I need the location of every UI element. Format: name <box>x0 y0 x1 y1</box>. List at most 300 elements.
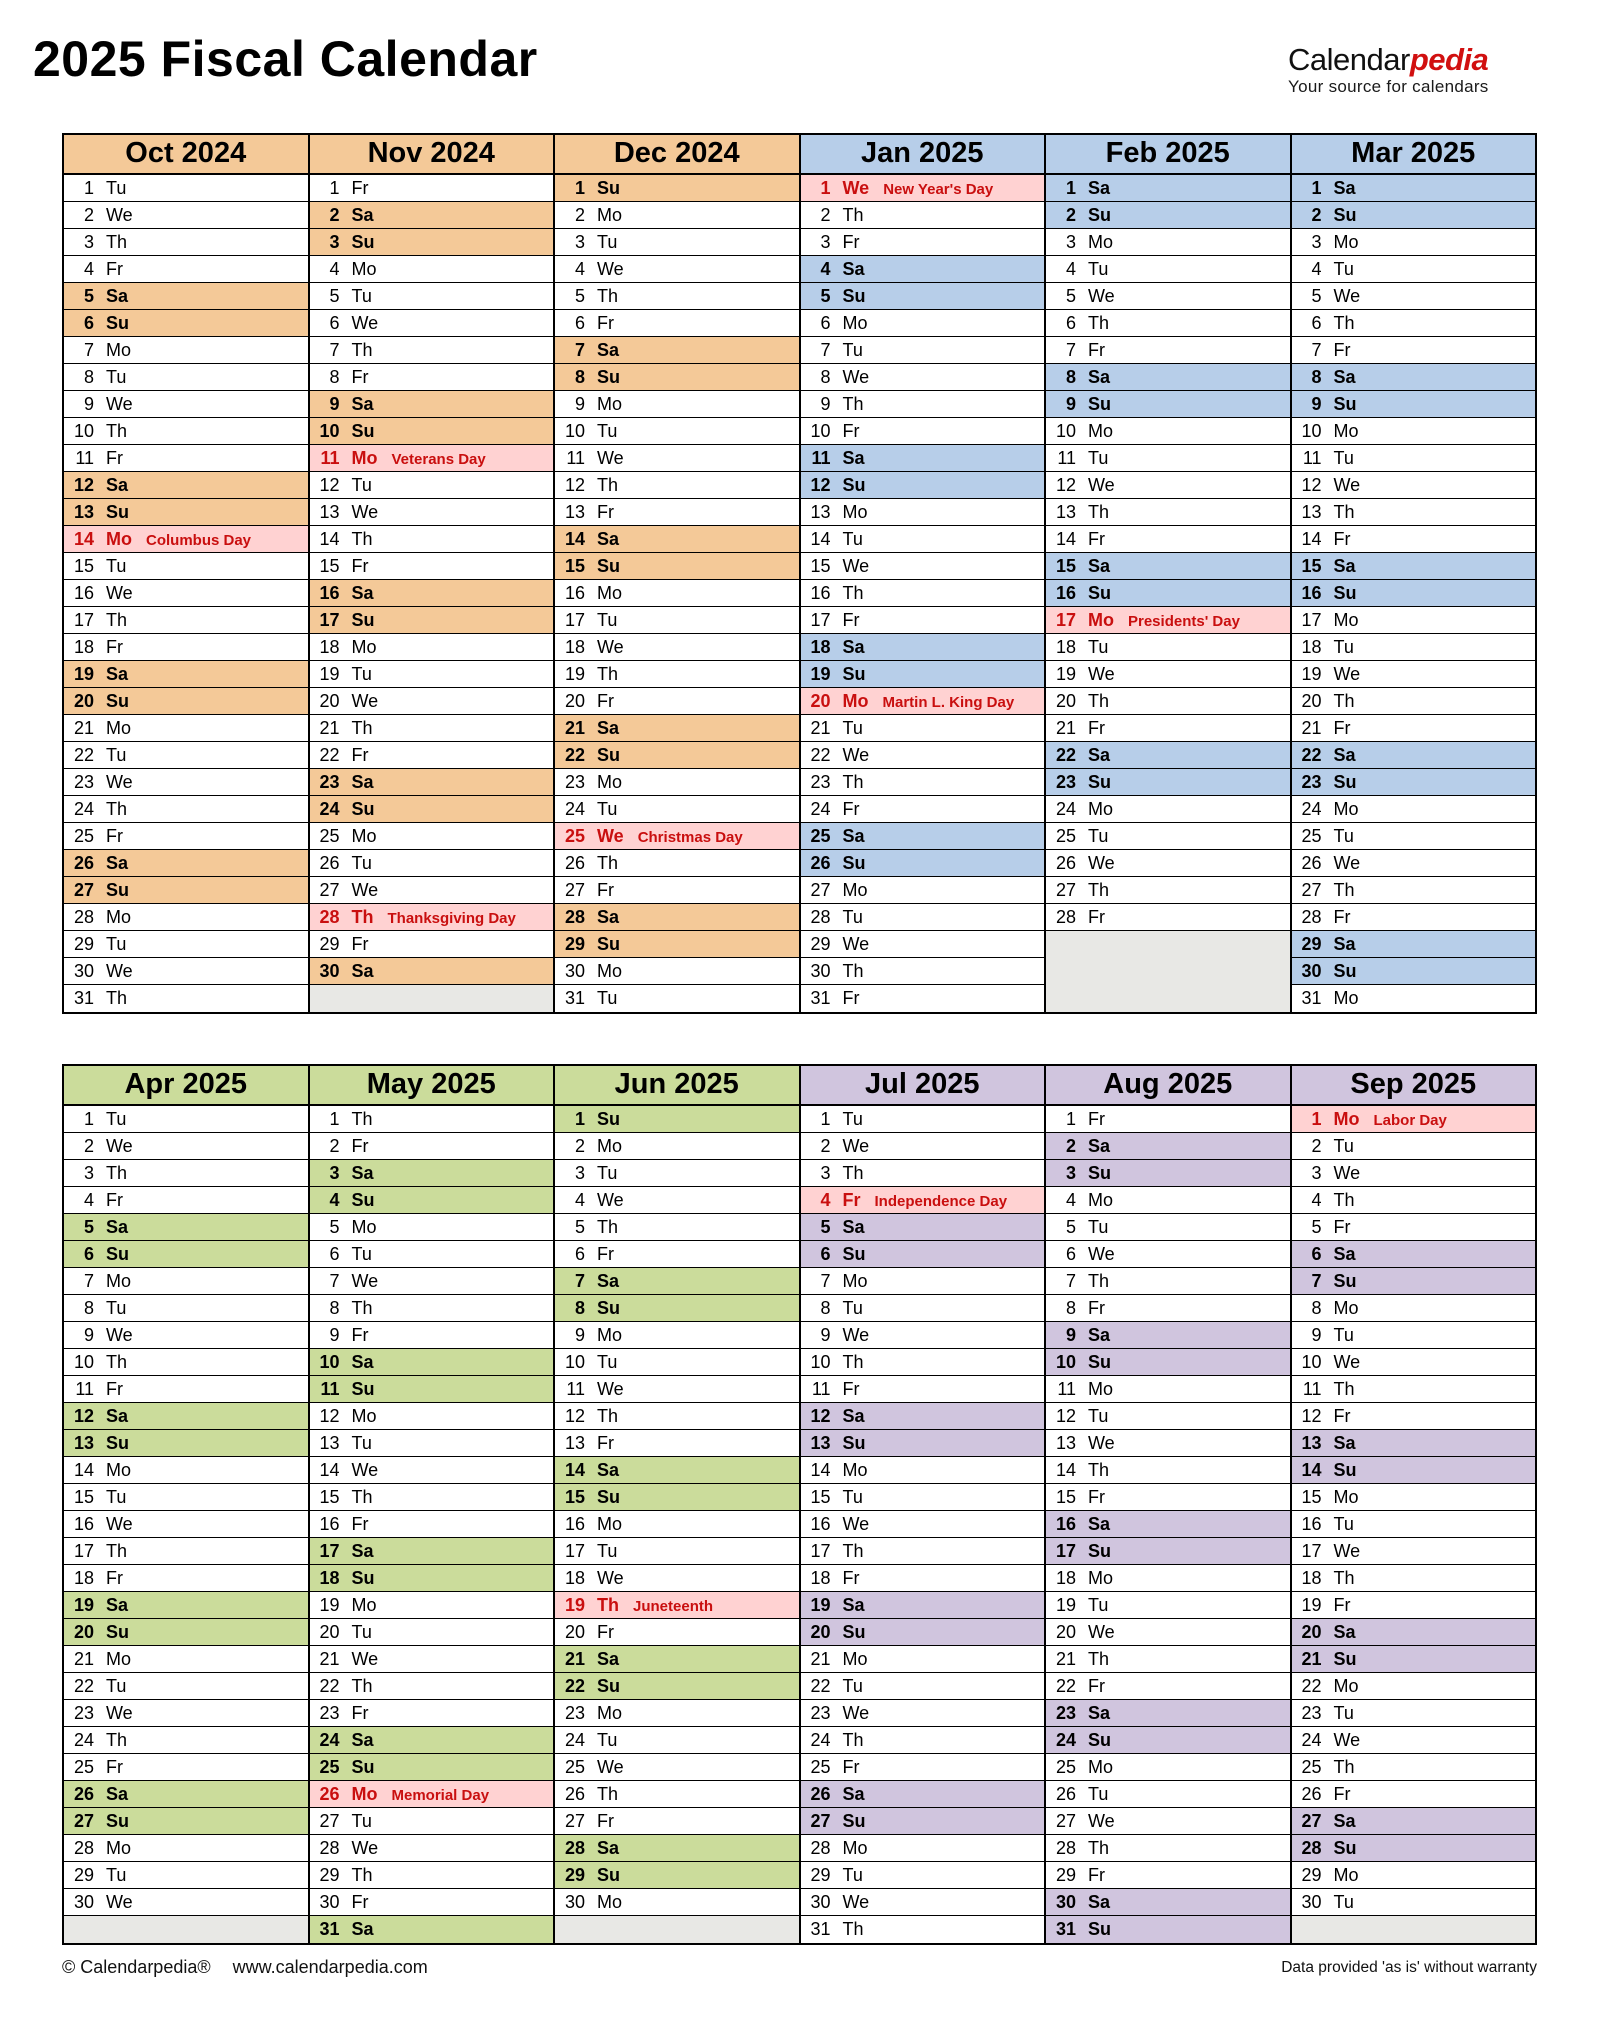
day-number: 17 <box>810 1541 831 1561</box>
weekday-label: Th <box>106 799 128 819</box>
weekday-label: Tu <box>597 610 618 630</box>
day-number: 11 <box>1302 448 1322 468</box>
day-cell <box>1292 364 1536 391</box>
day-number: 16 <box>1301 583 1322 603</box>
day-cell <box>801 1808 1045 1835</box>
day-cell <box>555 823 799 850</box>
day-number: 19 <box>1301 664 1322 684</box>
day-cell <box>1046 634 1290 661</box>
day-cell <box>1046 877 1290 904</box>
day-number: 27 <box>73 1811 94 1831</box>
day-cell <box>801 1376 1045 1403</box>
weekday-label: We <box>842 1892 870 1912</box>
day-number: 10 <box>564 421 585 441</box>
day-cell <box>1046 1241 1290 1268</box>
weekday-label: We <box>1088 853 1115 873</box>
day-number: 15 <box>1301 1487 1322 1507</box>
day-number: 21 <box>810 1649 831 1669</box>
day-cell <box>801 1133 1045 1160</box>
day-number: 1 <box>574 1109 585 1129</box>
weekday-label: Sa <box>597 340 620 360</box>
day-number: 11 <box>811 1379 831 1399</box>
day-cell <box>1046 1268 1290 1295</box>
day-cell <box>801 742 1045 769</box>
day-cell <box>555 283 799 310</box>
day-number: 8 <box>574 367 585 387</box>
day-cell <box>310 904 554 931</box>
weekday-label: Mo <box>1333 988 1359 1008</box>
weekday-label: Th <box>106 421 128 441</box>
day-cell <box>64 229 308 256</box>
day-number: 11 <box>320 1379 340 1399</box>
day-cell <box>801 715 1045 742</box>
day-cell <box>1046 1106 1290 1133</box>
day-number: 4 <box>574 259 585 279</box>
weekday-label: Mo <box>106 1649 132 1669</box>
day-cell <box>1046 526 1290 553</box>
weekday-label: Fr <box>597 1622 614 1642</box>
day-number: 3 <box>83 1163 94 1183</box>
weekday-label: Mo <box>351 1217 377 1237</box>
day-cell <box>1292 1187 1536 1214</box>
day-cell <box>1292 202 1536 229</box>
day-number: 7 <box>820 1271 831 1291</box>
weekday-label: Mo <box>597 583 623 603</box>
day-cell <box>1046 1457 1290 1484</box>
day-cell <box>64 634 308 661</box>
day-cell <box>64 472 308 499</box>
day-cell <box>310 472 554 499</box>
day-cell <box>801 256 1045 283</box>
day-cell <box>1292 1619 1536 1646</box>
day-cell <box>801 526 1045 553</box>
day-number: 7 <box>1311 340 1322 360</box>
day-number: 14 <box>319 1460 340 1480</box>
day-number: 18 <box>1055 637 1076 657</box>
day-cell <box>1292 877 1536 904</box>
day-cell <box>801 850 1045 877</box>
day-number: 6 <box>83 1244 94 1264</box>
day-cell <box>310 1403 554 1430</box>
day-cell <box>555 661 799 688</box>
weekday-label: Mo <box>1088 1568 1114 1588</box>
day-number: 29 <box>73 934 94 954</box>
day-cell <box>1046 607 1290 634</box>
weekday-label: Fr <box>106 1757 123 1777</box>
weekday-label: Sa <box>842 1217 865 1237</box>
day-number: 31 <box>810 1919 831 1939</box>
month-header: Jan 2025 <box>801 135 1045 175</box>
day-number: 3 <box>329 1163 340 1183</box>
day-cell <box>64 1403 308 1430</box>
day-cell <box>555 688 799 715</box>
day-number: 22 <box>810 1676 831 1696</box>
day-cell <box>64 823 308 850</box>
day-cell <box>1046 1538 1290 1565</box>
day-number: 29 <box>810 1865 831 1885</box>
weekday-label: Mo <box>106 907 132 927</box>
day-cell <box>1292 499 1536 526</box>
day-cell <box>1292 769 1536 796</box>
day-cell <box>1046 175 1290 202</box>
day-cell <box>801 1619 1045 1646</box>
weekday-label: Fr <box>597 1811 614 1831</box>
day-number: 15 <box>1055 556 1076 576</box>
day-cell <box>555 634 799 661</box>
day-number: 31 <box>73 988 94 1008</box>
holiday-label: Juneteenth <box>633 1598 714 1615</box>
day-cell <box>1292 1403 1536 1430</box>
day-number: 25 <box>73 826 94 846</box>
day-number: 9 <box>1065 1325 1076 1345</box>
weekday-label: Tu <box>1088 826 1109 846</box>
weekday-label: Sa <box>597 1838 620 1858</box>
day-cell <box>1292 1538 1536 1565</box>
day-cell <box>555 1565 799 1592</box>
weekday-label: Sa <box>106 664 129 684</box>
day-cell <box>310 175 554 202</box>
weekday-label: Th <box>106 1541 128 1561</box>
day-number: 29 <box>810 934 831 954</box>
day-number: 12 <box>810 1406 831 1426</box>
day-number: 26 <box>1301 853 1322 873</box>
day-cell <box>1292 688 1536 715</box>
weekday-label: We <box>597 259 624 279</box>
weekday-label: Tu <box>597 232 618 252</box>
day-cell <box>64 580 308 607</box>
weekday-label: Sa <box>842 1406 865 1426</box>
day-cell <box>310 688 554 715</box>
weekday-label: Fr <box>351 1514 369 1534</box>
weekday-label: Sa <box>1088 1892 1111 1912</box>
weekday-label: We <box>842 745 870 765</box>
day-cell <box>64 1457 308 1484</box>
weekday-label: We <box>842 1325 870 1345</box>
day-number: 7 <box>83 340 94 360</box>
day-cell <box>801 580 1045 607</box>
day-cell <box>64 1781 308 1808</box>
day-cell <box>1046 1646 1290 1673</box>
weekday-label: We <box>1088 664 1115 684</box>
day-cell <box>64 1727 308 1754</box>
day-number: 15 <box>564 1487 585 1507</box>
day-cell <box>801 688 1045 715</box>
day-cell <box>555 1376 799 1403</box>
day-number: 30 <box>1055 1892 1076 1912</box>
day-number: 25 <box>810 1757 831 1777</box>
day-cell <box>801 1457 1045 1484</box>
weekday-label: Tu <box>106 556 127 576</box>
day-number: 7 <box>820 340 831 360</box>
weekday-label: We <box>106 1892 133 1912</box>
day-cell <box>555 985 799 1012</box>
day-cell <box>555 1241 799 1268</box>
weekday-label: Mo <box>106 718 132 738</box>
day-cell <box>1046 1376 1290 1403</box>
day-number: 10 <box>73 1352 94 1372</box>
weekday-label: We <box>1333 664 1361 684</box>
day-cell <box>1046 364 1290 391</box>
day-cell <box>64 1295 308 1322</box>
weekday-label: Sa <box>351 1730 374 1750</box>
day-cell <box>64 796 308 823</box>
weekday-label: Tu <box>1333 448 1354 468</box>
day-number: 22 <box>1301 1676 1322 1696</box>
day-number: 3 <box>1311 232 1322 252</box>
weekday-label: Tu <box>351 1811 372 1831</box>
day-cell <box>310 1889 554 1916</box>
weekday-label: Sa <box>106 1217 129 1237</box>
day-number: 26 <box>73 1784 94 1804</box>
day-number: 17 <box>73 610 94 630</box>
day-cell <box>801 823 1045 850</box>
day-number: 21 <box>73 1649 94 1669</box>
day-cell <box>64 1808 308 1835</box>
weekday-label: We <box>842 1136 870 1156</box>
day-cell <box>64 1889 308 1916</box>
weekday-label: We <box>1333 1541 1361 1561</box>
day-cell <box>64 418 308 445</box>
day-number: 31 <box>564 988 585 1008</box>
day-number: 22 <box>73 1676 94 1696</box>
weekday-label: Tu <box>351 1244 372 1264</box>
day-number: 29 <box>564 934 585 954</box>
weekday-label: Sa <box>1333 178 1356 198</box>
weekday-label: Su <box>1088 583 1112 603</box>
day-number: 23 <box>1055 772 1076 792</box>
day-number: 14 <box>564 1460 585 1480</box>
day-number: 5 <box>1311 286 1322 306</box>
month-column <box>801 1066 1047 1943</box>
day-number: 17 <box>319 1541 340 1561</box>
weekday-label: Fr <box>1333 340 1351 360</box>
weekday-label: Mo <box>351 1595 377 1615</box>
weekday-label: We <box>106 205 133 225</box>
day-cell <box>801 796 1045 823</box>
weekday-label: Th <box>351 1676 373 1696</box>
day-number: 14 <box>1055 529 1076 549</box>
weekday-label: Sa <box>1333 1433 1356 1453</box>
day-cell <box>310 1916 554 1943</box>
day-cell <box>801 1700 1045 1727</box>
weekday-label: Fr <box>597 1244 614 1264</box>
weekday-label: Fr <box>597 502 614 522</box>
day-cell <box>64 175 308 202</box>
weekday-label: Tu <box>351 475 372 495</box>
weekday-label: We <box>1333 853 1361 873</box>
day-number: 21 <box>1301 718 1322 738</box>
weekday-label: Sa <box>842 1595 865 1615</box>
day-cell <box>1046 202 1290 229</box>
weekday-label: Th <box>1088 1649 1110 1669</box>
day-number: 17 <box>1055 1541 1076 1561</box>
weekday-label: Tu <box>1088 1217 1109 1237</box>
day-cell <box>310 1862 554 1889</box>
weekday-label: Su <box>1088 1541 1112 1561</box>
weekday-label: Sa <box>1333 556 1356 576</box>
weekday-label: We <box>1088 1433 1115 1453</box>
day-cell <box>801 904 1045 931</box>
day-cell <box>801 202 1045 229</box>
weekday-label: Tu <box>597 1352 618 1372</box>
weekday-label: Tu <box>1088 259 1109 279</box>
day-number: 11 <box>566 448 585 468</box>
weekday-label: We <box>1088 286 1115 306</box>
day-cell <box>1292 1565 1536 1592</box>
day-cell <box>310 1673 554 1700</box>
day-cell <box>555 1403 799 1430</box>
weekday-label: Th <box>842 1541 864 1561</box>
weekday-label: Tu <box>1088 448 1109 468</box>
day-number: 26 <box>1055 1784 1076 1804</box>
weekday-label: Su <box>842 664 866 684</box>
day-cell <box>801 1727 1045 1754</box>
weekday-label: Sa <box>1333 934 1356 954</box>
empty-cell <box>555 1916 799 1943</box>
day-cell <box>64 688 308 715</box>
weekday-label: Tu <box>106 367 127 387</box>
day-cell <box>1046 580 1290 607</box>
day-cell <box>555 1322 799 1349</box>
day-cell <box>64 1214 308 1241</box>
weekday-label: Sa <box>351 961 374 981</box>
weekday-label: Su <box>106 502 130 522</box>
weekday-label: Tu <box>106 1487 127 1507</box>
weekday-label: Su <box>106 691 130 711</box>
weekday-label: Su <box>842 475 866 495</box>
day-cell <box>1292 1322 1536 1349</box>
day-number: 10 <box>319 1352 340 1372</box>
weekday-label: Su <box>351 421 375 441</box>
day-number: 6 <box>1065 313 1076 333</box>
day-number: 15 <box>810 556 831 576</box>
day-number: 23 <box>319 1703 340 1723</box>
day-cell <box>64 1322 308 1349</box>
day-number: 5 <box>83 1217 94 1237</box>
day-number: 17 <box>319 610 340 630</box>
day-cell <box>801 1268 1045 1295</box>
day-number: 2 <box>820 1136 831 1156</box>
day-number: 12 <box>564 1406 585 1426</box>
weekday-label: Sa <box>106 475 129 495</box>
day-cell <box>1046 1619 1290 1646</box>
weekday-label: Su <box>842 1811 866 1831</box>
day-number: 17 <box>810 610 831 630</box>
day-number: 5 <box>574 286 585 306</box>
weekday-label: We <box>1088 1811 1115 1831</box>
weekday-label: Su <box>106 880 130 900</box>
footer-disclaimer: Data provided 'as is' without warranty <box>1281 1959 1537 1976</box>
day-cell <box>1292 1889 1536 1916</box>
weekday-label: Fr <box>1333 529 1351 549</box>
month-header: Oct 2024 <box>64 135 308 175</box>
day-number: 26 <box>319 853 340 873</box>
day-number: 2 <box>1065 205 1076 225</box>
day-number: 19 <box>319 664 340 684</box>
day-cell <box>310 1160 554 1187</box>
day-cell <box>310 1700 554 1727</box>
day-cell <box>555 958 799 985</box>
weekday-label: Mo <box>1333 1109 1360 1129</box>
day-number: 25 <box>319 826 340 846</box>
weekday-label: Mo <box>1088 1379 1114 1399</box>
day-cell <box>310 1268 554 1295</box>
weekday-label: Th <box>351 1298 373 1318</box>
day-cell <box>1292 1295 1536 1322</box>
day-number: 6 <box>1311 1244 1322 1264</box>
day-cell <box>1046 742 1290 769</box>
weekday-label: Su <box>597 367 621 387</box>
day-number: 2 <box>329 1136 340 1156</box>
weekday-label: Su <box>1333 1649 1357 1669</box>
weekday-label: Th <box>597 664 619 684</box>
day-number: 9 <box>574 394 585 414</box>
day-cell <box>64 877 308 904</box>
day-cell <box>1292 1430 1536 1457</box>
weekday-label: Th <box>1088 502 1110 522</box>
weekday-label: Mo <box>597 205 623 225</box>
day-cell <box>64 1619 308 1646</box>
day-number: 23 <box>1055 1703 1076 1723</box>
day-cell <box>555 715 799 742</box>
weekday-label: We <box>597 826 624 846</box>
day-cell <box>555 931 799 958</box>
day-number: 10 <box>1055 421 1076 441</box>
day-cell <box>801 1214 1045 1241</box>
day-cell <box>801 310 1045 337</box>
day-number: 27 <box>564 1811 585 1831</box>
day-number: 15 <box>810 1487 831 1507</box>
weekday-label: Su <box>351 1190 375 1210</box>
day-number: 13 <box>1055 502 1076 522</box>
month-column <box>801 135 1047 1012</box>
weekday-label: Tu <box>1333 637 1354 657</box>
weekday-label: Mo <box>351 259 377 279</box>
weekday-label: Su <box>1333 1460 1357 1480</box>
day-number: 6 <box>83 313 94 333</box>
weekday-label: Sa <box>842 448 865 468</box>
weekday-label: Fr <box>351 178 369 198</box>
day-number: 30 <box>564 1892 585 1912</box>
day-number: 7 <box>574 1271 585 1291</box>
day-number: 17 <box>564 610 585 630</box>
day-number: 28 <box>564 1838 585 1858</box>
day-cell <box>64 1673 308 1700</box>
day-cell <box>801 877 1045 904</box>
weekday-label: Fr <box>1088 907 1105 927</box>
day-cell <box>64 769 308 796</box>
day-cell <box>555 256 799 283</box>
weekday-label: Tu <box>1088 1406 1109 1426</box>
day-cell <box>1046 1862 1290 1889</box>
day-number: 23 <box>564 1703 585 1723</box>
day-cell <box>1046 661 1290 688</box>
weekday-label: Su <box>597 1298 621 1318</box>
day-number: 27 <box>1301 1811 1322 1831</box>
day-number: 24 <box>1301 1730 1322 1750</box>
weekday-label: Su <box>1088 1163 1112 1183</box>
day-cell <box>64 391 308 418</box>
day-cell <box>555 1646 799 1673</box>
weekday-label: Th <box>842 961 864 981</box>
day-number: 18 <box>1301 1568 1322 1588</box>
weekday-label: Fr <box>1088 529 1105 549</box>
website-link[interactable]: www.calendarpedia.com <box>232 1957 428 1977</box>
day-number: 4 <box>83 259 94 279</box>
day-cell <box>555 391 799 418</box>
day-cell <box>64 1862 308 1889</box>
day-number: 6 <box>329 1244 340 1264</box>
